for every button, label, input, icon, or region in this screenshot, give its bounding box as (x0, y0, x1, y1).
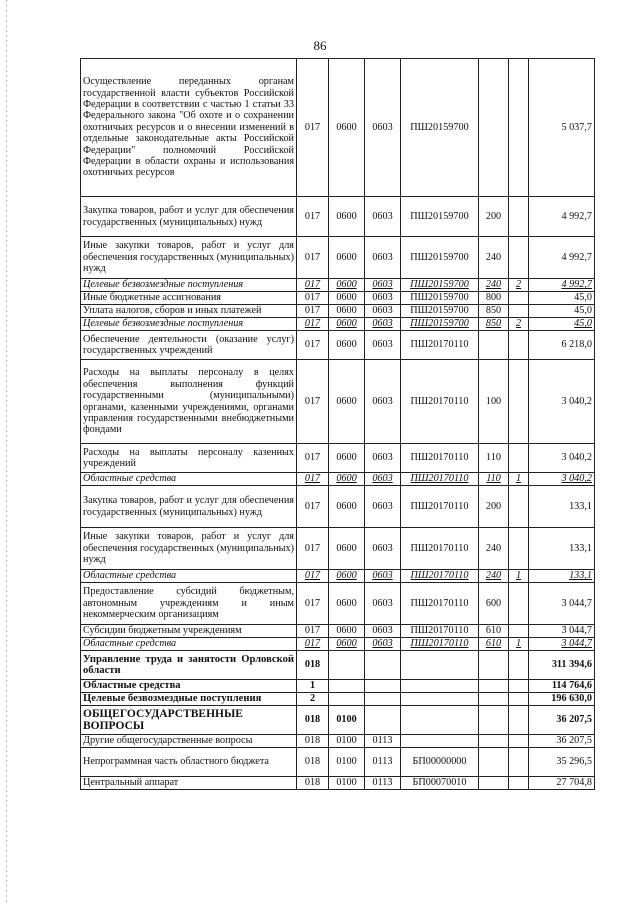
row-ved-code: 017 (297, 444, 329, 473)
row-ved-code: 017 (297, 638, 329, 651)
row-expense-type (479, 748, 509, 777)
row-ved-code: 017 (297, 59, 329, 197)
row-amount: 3 040,2 (529, 444, 595, 473)
row-funding-source (509, 693, 529, 706)
row-ved-code: 017 (297, 486, 329, 528)
row-ved-code: 017 (297, 473, 329, 486)
row-subsection-code: 0603 (365, 444, 401, 473)
table-row (81, 625, 595, 638)
row-section-code: 0600 (329, 486, 365, 528)
row-name: Целевые безвозмездные поступления (81, 693, 297, 706)
row-subsection-code: 0603 (365, 279, 401, 292)
row-expense-type: 200 (479, 486, 509, 528)
table-row (81, 59, 595, 197)
row-subsection-code: 0113 (365, 735, 401, 748)
row-target-article (401, 735, 479, 748)
row-amount: 3 044,7 (529, 638, 595, 651)
row-expense-type: 610 (479, 638, 509, 651)
row-funding-source (509, 305, 529, 318)
row-section-code: 0600 (329, 318, 365, 331)
row-expense-type (479, 735, 509, 748)
row-subsection-code: 0603 (365, 331, 401, 360)
row-name: Другие общегосударственные вопросы (81, 735, 297, 748)
row-amount: 3 044,7 (529, 583, 595, 625)
row-section-code: 0600 (329, 305, 365, 318)
row-expense-type: 800 (479, 292, 509, 305)
row-section-code: 0600 (329, 360, 365, 444)
row-amount: 4 992,7 (529, 237, 595, 279)
row-target-article: ПШ20170110 (401, 331, 479, 360)
row-amount: 311 394,6 (529, 651, 595, 680)
row-ved-code: 017 (297, 583, 329, 625)
table-row (81, 473, 595, 486)
row-subsection-code: 0603 (365, 360, 401, 444)
row-name: Осуществление переданных органам государственной власти субъектов Российской Федерации в соответствии с частью 1 статьи 33 Федерального закона "Об охоте и о сохранении охотничьих ресурсов и о внесении изменений в отдельные законодательные акты Российской Федерации" полномочий Российской Федерации в области охраны и использования охотничьих ресурсов (81, 59, 297, 197)
row-amount: 4 992,7 (529, 197, 595, 237)
row-name: Уплата налогов, сборов и иных платежей (81, 305, 297, 318)
row-section-code: 0600 (329, 638, 365, 651)
row-section-code: 0600 (329, 331, 365, 360)
row-amount: 133,1 (529, 528, 595, 570)
row-section-code: 0600 (329, 292, 365, 305)
row-section-code: 0600 (329, 625, 365, 638)
row-target-article: ПШ20170110 (401, 444, 479, 473)
row-name: Обеспечение деятельности (оказание услуг) государственных учреждений (81, 331, 297, 360)
row-amount: 6 218,0 (529, 331, 595, 360)
row-target-article: ПШ20159700 (401, 292, 479, 305)
row-ved-code: 018 (297, 706, 329, 735)
row-ved-code: 017 (297, 331, 329, 360)
row-expense-type: 240 (479, 570, 509, 583)
row-subsection-code (365, 706, 401, 735)
row-amount: 3 044,7 (529, 625, 595, 638)
row-expense-type: 240 (479, 237, 509, 279)
table-row (81, 735, 595, 748)
row-ved-code: 1 (297, 680, 329, 693)
row-section-code: 0600 (329, 237, 365, 279)
row-section-code (329, 680, 365, 693)
row-subsection-code: 0603 (365, 318, 401, 331)
row-subsection-code: 0603 (365, 486, 401, 528)
row-target-article: ПШ20170110 (401, 583, 479, 625)
row-target-article: БП00070010 (401, 777, 479, 790)
row-target-article: ПШ20159700 (401, 197, 479, 237)
row-expense-type: 850 (479, 305, 509, 318)
row-funding-source (509, 197, 529, 237)
row-expense-type: 850 (479, 318, 509, 331)
budget-table (80, 58, 595, 790)
row-section-code (329, 693, 365, 706)
row-subsection-code: 0603 (365, 473, 401, 486)
row-section-code: 0600 (329, 583, 365, 625)
row-name: Целевые безвозмездные поступления (81, 279, 297, 292)
table-row (81, 693, 595, 706)
table-row (81, 706, 595, 735)
row-funding-source (509, 680, 529, 693)
row-subsection-code: 0113 (365, 748, 401, 777)
row-subsection-code: 0603 (365, 638, 401, 651)
row-section-code: 0600 (329, 197, 365, 237)
row-subsection-code: 0603 (365, 197, 401, 237)
table-row (81, 318, 595, 331)
row-expense-type (479, 777, 509, 790)
row-amount: 27 704,8 (529, 777, 595, 790)
row-expense-type: 240 (479, 528, 509, 570)
row-name: Областные средства (81, 680, 297, 693)
row-subsection-code: 0603 (365, 528, 401, 570)
row-name: Иные закупки товаров, работ и услуг для обеспечения государственных (муниципальных) нужд (81, 528, 297, 570)
row-amount: 36 207,5 (529, 706, 595, 735)
row-section-code: 0600 (329, 473, 365, 486)
table-row (81, 777, 595, 790)
row-ved-code: 018 (297, 748, 329, 777)
row-target-article: ПШ20170110 (401, 638, 479, 651)
row-expense-type (479, 331, 509, 360)
row-funding-source (509, 583, 529, 625)
row-funding-source: 2 (509, 318, 529, 331)
row-section-code: 0100 (329, 777, 365, 790)
row-ved-code: 017 (297, 318, 329, 331)
row-funding-source (509, 777, 529, 790)
row-target-article: ПШ20170110 (401, 486, 479, 528)
row-funding-source: 1 (509, 570, 529, 583)
row-amount: 4 992,7 (529, 279, 595, 292)
row-name: Управление труда и занятости Орловской области (81, 651, 297, 680)
row-funding-source: 2 (509, 279, 529, 292)
row-amount: 3 040,2 (529, 473, 595, 486)
table-row (81, 680, 595, 693)
row-section-code: 0600 (329, 444, 365, 473)
row-expense-type: 100 (479, 360, 509, 444)
row-ved-code: 017 (297, 528, 329, 570)
row-funding-source (509, 360, 529, 444)
table-row (81, 638, 595, 651)
table-row (81, 444, 595, 473)
row-funding-source (509, 735, 529, 748)
row-name: Иные закупки товаров, работ и услуг для обеспечения государственных (муниципальных) нужд (81, 237, 297, 279)
row-expense-type: 240 (479, 279, 509, 292)
row-ved-code: 018 (297, 777, 329, 790)
row-funding-source (509, 625, 529, 638)
row-name: Расходы на выплаты персоналу в целях обеспечения выполнения функций государственными (муниципальными) органами, казенными учреждениями, органами управления государственными внебюджетными фондами (81, 360, 297, 444)
row-subsection-code: 0603 (365, 625, 401, 638)
row-target-article (401, 706, 479, 735)
row-name: Субсидии бюджетным учреждениям (81, 625, 297, 638)
row-amount: 5 037,7 (529, 59, 595, 197)
row-expense-type: 110 (479, 473, 509, 486)
row-ved-code: 017 (297, 305, 329, 318)
row-funding-source: 1 (509, 473, 529, 486)
row-subsection-code (365, 680, 401, 693)
row-funding-source (509, 444, 529, 473)
row-target-article: ПШ20170110 (401, 625, 479, 638)
row-section-code: 0600 (329, 59, 365, 197)
row-target-article: ПШ20159700 (401, 305, 479, 318)
row-name: Иные бюджетные ассигнования (81, 292, 297, 305)
row-target-article (401, 680, 479, 693)
row-name: Закупка товаров, работ и услуг для обеспечения государственных (муниципальных) нужд (81, 197, 297, 237)
row-amount: 45,0 (529, 305, 595, 318)
row-subsection-code: 0113 (365, 777, 401, 790)
table-row (81, 305, 595, 318)
table-row (81, 197, 595, 237)
row-ved-code: 017 (297, 197, 329, 237)
row-target-article: ПШ20170110 (401, 360, 479, 444)
row-ved-code: 017 (297, 360, 329, 444)
row-expense-type: 110 (479, 444, 509, 473)
row-target-article: ПШ20170110 (401, 570, 479, 583)
row-funding-source (509, 59, 529, 197)
row-ved-code: 017 (297, 570, 329, 583)
table-row (81, 331, 595, 360)
row-subsection-code: 0603 (365, 237, 401, 279)
row-amount: 3 040,2 (529, 360, 595, 444)
scan-margin-line (6, 0, 7, 905)
row-expense-type: 600 (479, 583, 509, 625)
row-amount: 133,1 (529, 486, 595, 528)
row-target-article: ПШ20159700 (401, 279, 479, 292)
row-target-article: ПШ20170110 (401, 473, 479, 486)
row-name: Расходы на выплаты персоналу казенных учреждений (81, 444, 297, 473)
row-subsection-code (365, 693, 401, 706)
row-subsection-code (365, 651, 401, 680)
row-name: Областные средства (81, 638, 297, 651)
row-funding-source (509, 528, 529, 570)
row-expense-type (479, 59, 509, 197)
row-funding-source (509, 237, 529, 279)
row-name: Областные средства (81, 570, 297, 583)
row-amount: 196 630,0 (529, 693, 595, 706)
row-ved-code: 017 (297, 237, 329, 279)
table-row (81, 486, 595, 528)
table-row (81, 279, 595, 292)
row-expense-type (479, 651, 509, 680)
row-subsection-code: 0603 (365, 570, 401, 583)
row-target-article: БП00000000 (401, 748, 479, 777)
row-funding-source (509, 331, 529, 360)
row-section-code: 0100 (329, 735, 365, 748)
row-ved-code: 018 (297, 651, 329, 680)
row-section-code: 0600 (329, 279, 365, 292)
row-expense-type (479, 693, 509, 706)
row-amount: 133,1 (529, 570, 595, 583)
row-amount: 45,0 (529, 292, 595, 305)
row-expense-type (479, 706, 509, 735)
page-number: 86 (313, 38, 327, 53)
row-funding-source (509, 486, 529, 528)
row-funding-source (509, 292, 529, 305)
table-row (81, 292, 595, 305)
row-subsection-code: 0603 (365, 292, 401, 305)
row-target-article (401, 693, 479, 706)
row-section-code (329, 651, 365, 680)
row-expense-type: 610 (479, 625, 509, 638)
row-name: ОБЩЕГОСУДАРСТВЕННЫЕ ВОПРОСЫ (81, 706, 297, 735)
row-funding-source (509, 706, 529, 735)
row-target-article: ПШ20170110 (401, 528, 479, 570)
row-section-code: 0100 (329, 748, 365, 777)
table-row (81, 748, 595, 777)
row-section-code: 0600 (329, 528, 365, 570)
row-target-article: ПШ20159700 (401, 318, 479, 331)
row-target-article (401, 651, 479, 680)
row-subsection-code: 0603 (365, 583, 401, 625)
row-name: Закупка товаров, работ и услуг для обеспечения государственных (муниципальных) нужд (81, 486, 297, 528)
row-name: Центральный аппарат (81, 777, 297, 790)
row-expense-type: 200 (479, 197, 509, 237)
row-section-code: 0100 (329, 706, 365, 735)
row-amount: 36 207,5 (529, 735, 595, 748)
row-amount: 45,0 (529, 318, 595, 331)
row-amount: 35 296,5 (529, 748, 595, 777)
row-name: Предоставление субсидий бюджетным, автономным учреждениям и иным некоммерческим организациям (81, 583, 297, 625)
table-row (81, 360, 595, 444)
row-target-article: ПШ20159700 (401, 237, 479, 279)
table-row (81, 528, 595, 570)
row-name: Целевые безвозмездные поступления (81, 318, 297, 331)
row-target-article: ПШ20159700 (401, 59, 479, 197)
row-subsection-code: 0603 (365, 305, 401, 318)
row-funding-source (509, 651, 529, 680)
row-name: Областные средства (81, 473, 297, 486)
row-amount: 114 764,6 (529, 680, 595, 693)
table-row (81, 583, 595, 625)
row-funding-source: 1 (509, 638, 529, 651)
table-row (81, 237, 595, 279)
row-ved-code: 017 (297, 625, 329, 638)
row-name: Непрограммная часть областного бюджета (81, 748, 297, 777)
row-ved-code: 017 (297, 279, 329, 292)
row-funding-source (509, 748, 529, 777)
row-ved-code: 018 (297, 735, 329, 748)
row-expense-type (479, 680, 509, 693)
table-row (81, 651, 595, 680)
table-row (81, 570, 595, 583)
row-ved-code: 017 (297, 292, 329, 305)
row-ved-code: 2 (297, 693, 329, 706)
row-subsection-code: 0603 (365, 59, 401, 197)
row-section-code: 0600 (329, 570, 365, 583)
